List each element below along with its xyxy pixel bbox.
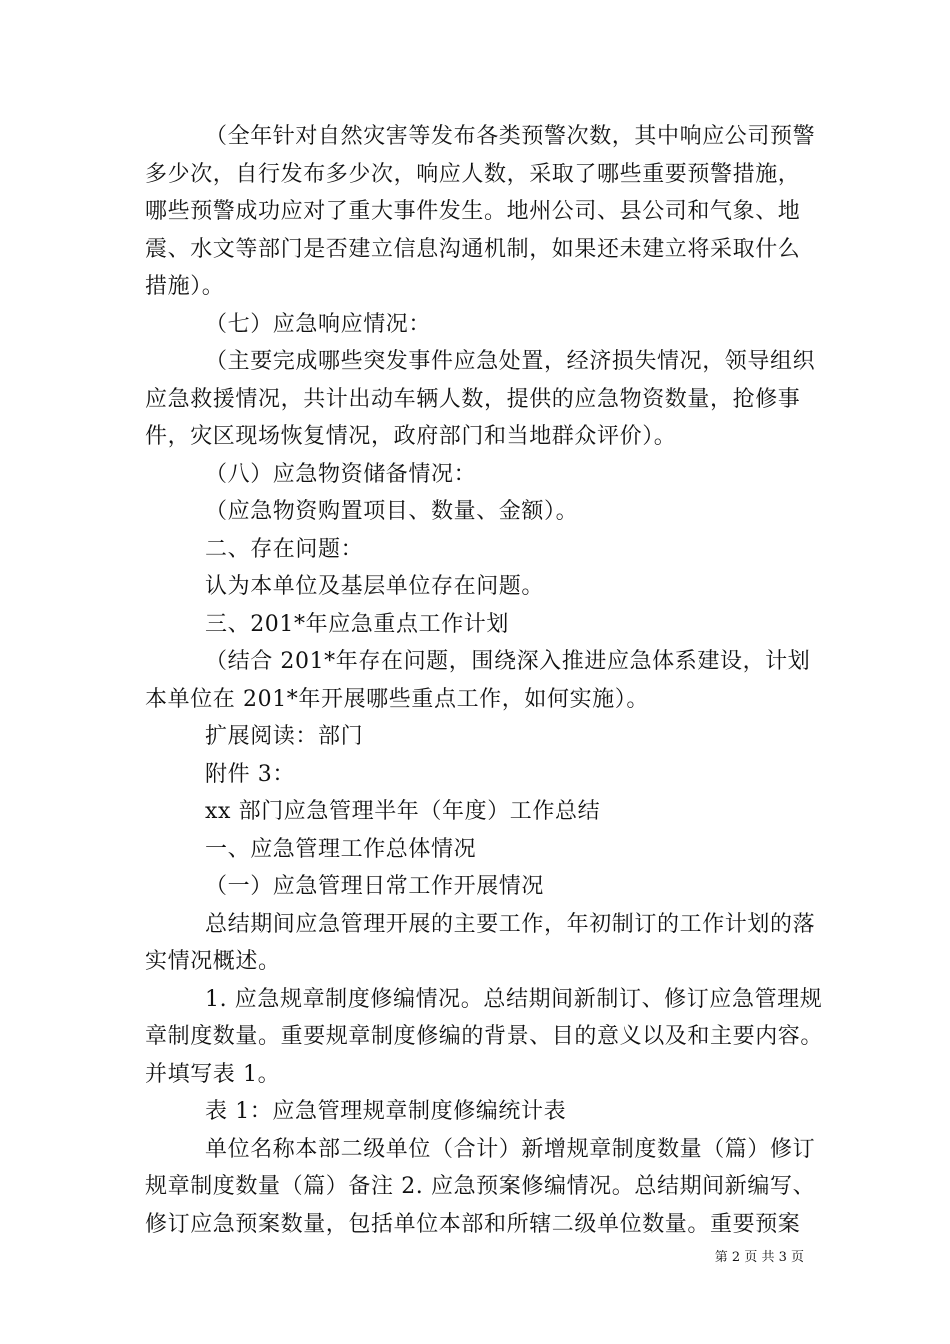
text-line: 件，灾区现场恢复情况，政府部门和当地群众评价）。 — [145, 424, 677, 449]
section-heading: 一、应急管理工作总体情况 — [205, 836, 477, 862]
text-line: 哪些预警成功应对了重大事件发生。地州公司、县公司和气象、地 — [145, 199, 801, 224]
text-line: 单位名称本部二级单位（合计）新增规章制度数量（篇）修订 — [205, 1136, 816, 1162]
text-line: 实情况概述。 — [145, 949, 281, 974]
text-line: 应急救援情况，共计出动车辆人数，提供的应急物资数量，抢修事 — [145, 386, 801, 412]
attachment-label: 附件 3： — [205, 761, 295, 787]
page-number: 第 2 页 共 3 页 — [714, 1250, 804, 1265]
text-line: 总结期间应急管理开展的主要工作，年初制订的工作计划的落 — [205, 911, 816, 937]
text-line: （全年针对自然灾害等发布各类预警次数，其中响应公司预警 — [205, 124, 816, 149]
text-line: 并填写表 1。 — [145, 1061, 281, 1087]
text-line: 扩展阅读：部门 — [205, 724, 364, 749]
text-line: 本单位在 201*年开展哪些重点工作，如何实施）。 — [145, 686, 649, 712]
text-line: （结合 201*年存在问题，围绕深入推进应急体系建设，计划 — [205, 649, 811, 674]
section-heading: 三、201*年应急重点工作计划 — [205, 611, 509, 637]
text-line: （主要完成哪些突发事件应急处置，经济损失情况，领导组织 — [205, 349, 816, 374]
text-line: 措施）。 — [145, 274, 225, 299]
text-line: 多少次，自行发布多少次，响应人数，采取了哪些重要预警措施， — [145, 161, 801, 187]
section-heading: （七）应急响应情况： — [205, 311, 432, 337]
text-line: 章制度数量。重要规章制度修编的背景、目的意义以及和主要内容。 — [145, 1024, 824, 1049]
text-line: （应急物资购置项目、数量、金额）。 — [205, 499, 579, 524]
text-line: 规章制度数量（篇）备注 2. 应急预案修编情况。总结期间新编写、 — [145, 1174, 816, 1199]
text-line: 1. 应急规章制度修编情况。总结期间新制订、修订应急管理规 — [205, 986, 823, 1012]
document-title: xx 部门应急管理半年（年度）工作总结 — [205, 799, 601, 824]
text-line: 认为本单位及基层单位存在问题。 — [205, 574, 545, 599]
section-heading: 二、存在问题： — [205, 536, 364, 562]
document-body — [145, 118, 824, 1243]
section-heading: （八）应急物资储备情况： — [205, 461, 477, 487]
section-heading: （一）应急管理日常工作开展情况 — [205, 874, 545, 899]
text-line: 震、水文等部门是否建立信息沟通机制，如果还未建立将采取什么 — [145, 236, 801, 262]
table-caption: 表 1：应急管理规章制度修编统计表 — [205, 1099, 567, 1124]
text-line: 修订应急预案数量，包括单位本部和所辖二级单位数量。重要预案 — [145, 1211, 801, 1237]
